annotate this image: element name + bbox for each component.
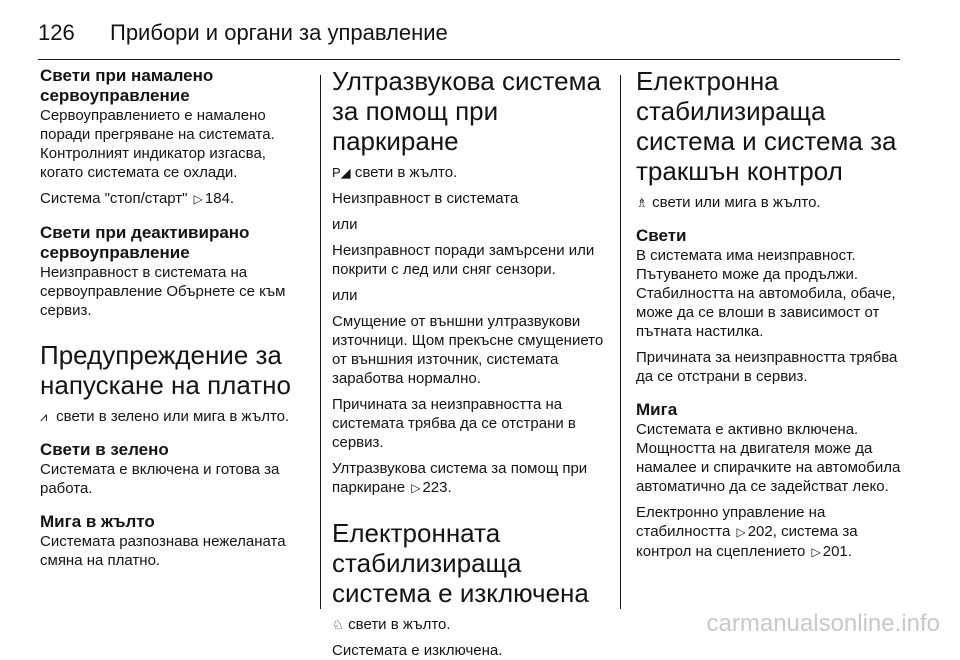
paragraph: или <box>332 216 358 233</box>
section-heading-flashing: Мига <box>636 400 678 419</box>
paragraph: P◢ свети в жълто. <box>332 164 458 181</box>
section-heading-flashing-yellow: Мига в жълто <box>40 512 155 531</box>
paragraph: Системата е активно включена. Мощността на двигателя може да намалее и спирачките на автомобила автоматично да се задействат леко. <box>636 421 901 495</box>
page-link[interactable]: 223. <box>422 479 452 496</box>
page-title: Прибори и органи за управление <box>110 20 448 45</box>
section-heading-lane-departure: Предупреждение за напускане на платно <box>40 340 291 400</box>
paragraph: ⩘ свети в зелено или мига в жълто. <box>40 408 290 425</box>
section-heading-parking-assist: Ултразвукова система за помощ при паркиране <box>332 66 601 156</box>
paragraph: Причината за неизправността трябва да се отстрани в сервиз. <box>636 349 898 385</box>
header-rule <box>38 59 900 60</box>
paragraph: Неизправност в системата <box>332 190 519 207</box>
page-ref-arrow-icon: ▷ <box>811 545 821 559</box>
paragraph: Системата разпознава нежеланата смяна на платно. <box>40 533 286 569</box>
page-link[interactable]: 184. <box>204 190 235 207</box>
cross-reference: Ултразвукова система за помощ при паркиране ▷ 223. <box>332 460 588 496</box>
paragraph: Системата е изключена. <box>332 642 503 659</box>
page-ref-arrow-icon: ▷ <box>736 525 746 539</box>
page-link[interactable]: 202, <box>747 523 777 540</box>
column-1 <box>40 66 310 570</box>
page-header <box>38 18 448 48</box>
paragraph: Системата е включена и готова за работа. <box>40 461 280 497</box>
watermark: carmanualsonline.info <box>706 610 940 637</box>
esc-icon: ♗ <box>636 195 648 210</box>
paragraph: ♗ свети или мига в жълто. <box>636 194 821 211</box>
paragraph: Сервоуправлението е намалено поради прегряване на системата. Контролният индикатор изгасва, когато системата се охлади. <box>40 107 275 181</box>
paragraph: или <box>332 287 358 304</box>
section-heading-power-steering-deactivated: Свети при деактивирано сервоуправление <box>40 223 250 262</box>
section-heading-power-steering-reduced: Свети при намалено сервоуправление <box>40 66 214 105</box>
lane-departure-icon: ⩘ <box>40 409 48 424</box>
column-2 <box>332 66 610 660</box>
paragraph: Причината за неизправността на системата трябва да се отстрани в сервиз. <box>332 396 576 451</box>
column-3 <box>636 66 906 562</box>
paragraph: ♘ свети в жълто. <box>332 616 451 633</box>
esc-off-icon: ♘ <box>332 617 344 632</box>
paragraph: Смущение от външни ултразвукови източници. Щом прекъсне смущението от външния източник, системата заработва нормално. <box>332 313 604 387</box>
page-ref-arrow-icon: ▷ <box>193 192 203 206</box>
paragraph: В системата има неизправност. Пътуването може да продължи. Стабилността на автомобила, обаче, може да се влоши в зависимост от пътната настилка. <box>636 247 896 340</box>
cross-reference: Електронно управление на стабилността ▷ 202, система за контрол на сцеплението ▷ 201. <box>636 504 858 560</box>
paragraph: Неизправност поради замърсени или покрити с лед или сняг сензори. <box>332 242 595 278</box>
column-divider-1 <box>320 75 321 609</box>
parking-assist-icon: P◢ <box>332 165 351 180</box>
column-divider-2 <box>620 75 621 609</box>
page-link[interactable]: 201. <box>822 543 852 560</box>
cross-reference: Система "стоп/старт" ▷ 184. <box>40 190 235 207</box>
paragraph: Неизправност в системата на сервоуправление Обърнете се към сервиз. <box>40 264 286 319</box>
page-ref-arrow-icon: ▷ <box>411 481 421 495</box>
section-heading-esc-tc: Електронна стабилизираща система и система за тракшън контрол <box>636 66 897 186</box>
section-heading-lit: Свети <box>636 226 687 245</box>
section-heading-esc-off: Електронната стабилизираща система е изключена <box>332 518 589 608</box>
section-heading-lit-green: Свети в зелено <box>40 440 169 459</box>
page-number: 126 <box>38 20 75 45</box>
